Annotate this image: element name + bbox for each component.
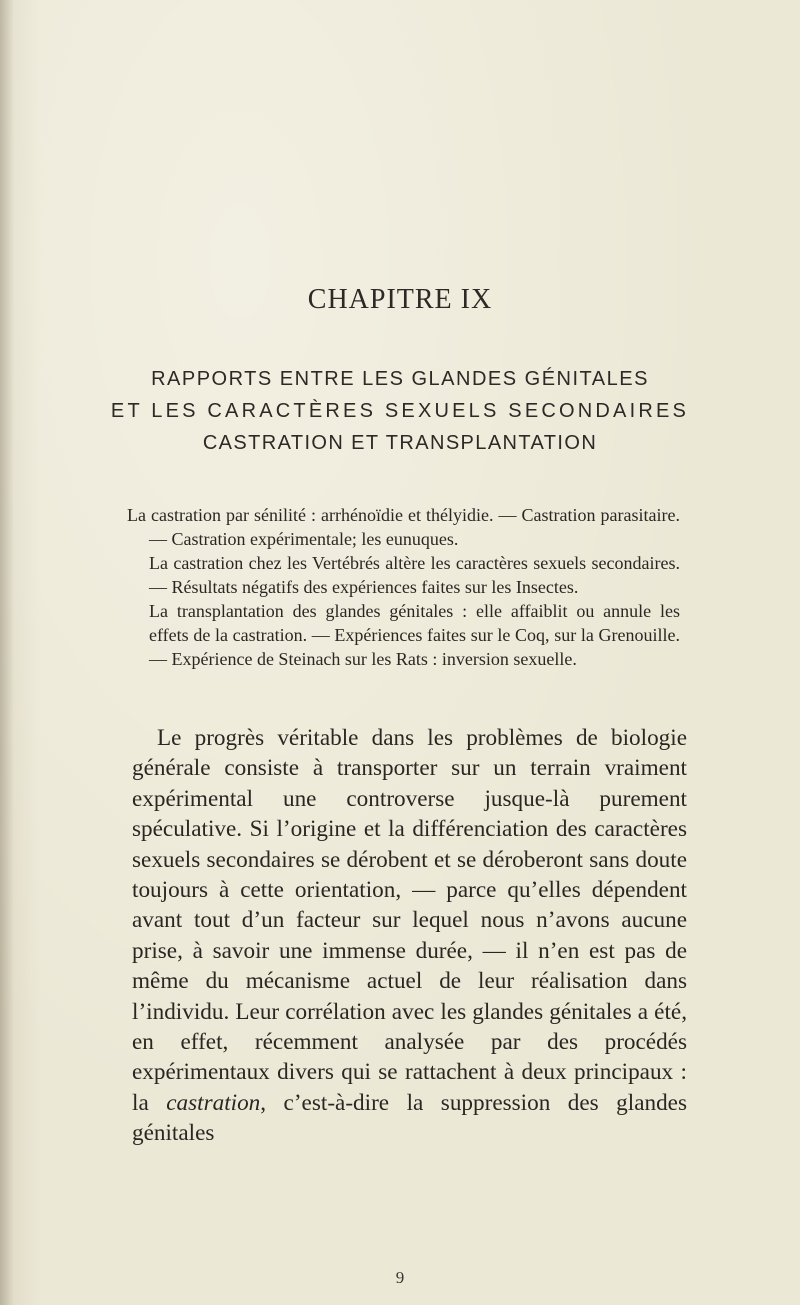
body-text-end: , c’est-à-dire la suppression des glandes génitales <box>132 1089 687 1147</box>
page-binding-shadow <box>0 0 14 1305</box>
chapter-heading-line-2: ET LES CARACTÈRES SEXUELS SECONDAIRES <box>110 400 690 422</box>
body-text <box>132 723 687 1149</box>
body-text-italic: castration <box>166 1089 261 1116</box>
chapter-title: CHAPITRE IX <box>307 284 493 315</box>
summary-paragraph-2: La castration chez les Vertébrés altère les caractères sexuels secondaires. — Résultats négatifs des expériences faites sur les Insectes. <box>149 553 680 597</box>
body-text-main: Le progrès véritable dans les problèmes de biologie générale consiste à transporter sur un terrain vraiment expérimental une controverse jusque-là purement spéculative. Si l’origine et la différenciation des caractères sexuels secondaires se dérobent et se déroberont sans doute toujours à cette orientation, — parce qu’elles dépendent avant tout d’un facteur sur lequel nous n’avons aucune prise, à savoir une immense durée, — il n’en est pas de même du mécanisme actuel de leur réalisation dans l’individu. Leur corrélation avec les glandes génitales a été, en effet, récemment analysée par des procédés expérimentaux divers qui se rattachent à deux principaux : la <box>132 725 687 1116</box>
page-number: 9 <box>395 1268 405 1287</box>
chapter-summary <box>127 503 680 671</box>
body-paragraph <box>132 723 687 1149</box>
chapter-heading-line-3: CASTRATION ET TRANSPLANTATION <box>202 432 598 454</box>
summary-paragraph-3: La transplantation des glandes génitales : elle affaiblit ou annule les effets de la castration. — Expériences faites sur le Coq, sur la Grenouille. — Expérience de Steinach sur les Rats : inversion sexuelle. <box>149 601 680 669</box>
chapter-heading-line-1: RAPPORTS ENTRE LES GLANDES GÉNITALES <box>151 368 649 390</box>
summary-paragraph-1: La castration par sénilité : arrhénoïdie et thélyidie. — Castration parasitaire. — Castration expérimentale; les eunuques. <box>127 505 680 549</box>
